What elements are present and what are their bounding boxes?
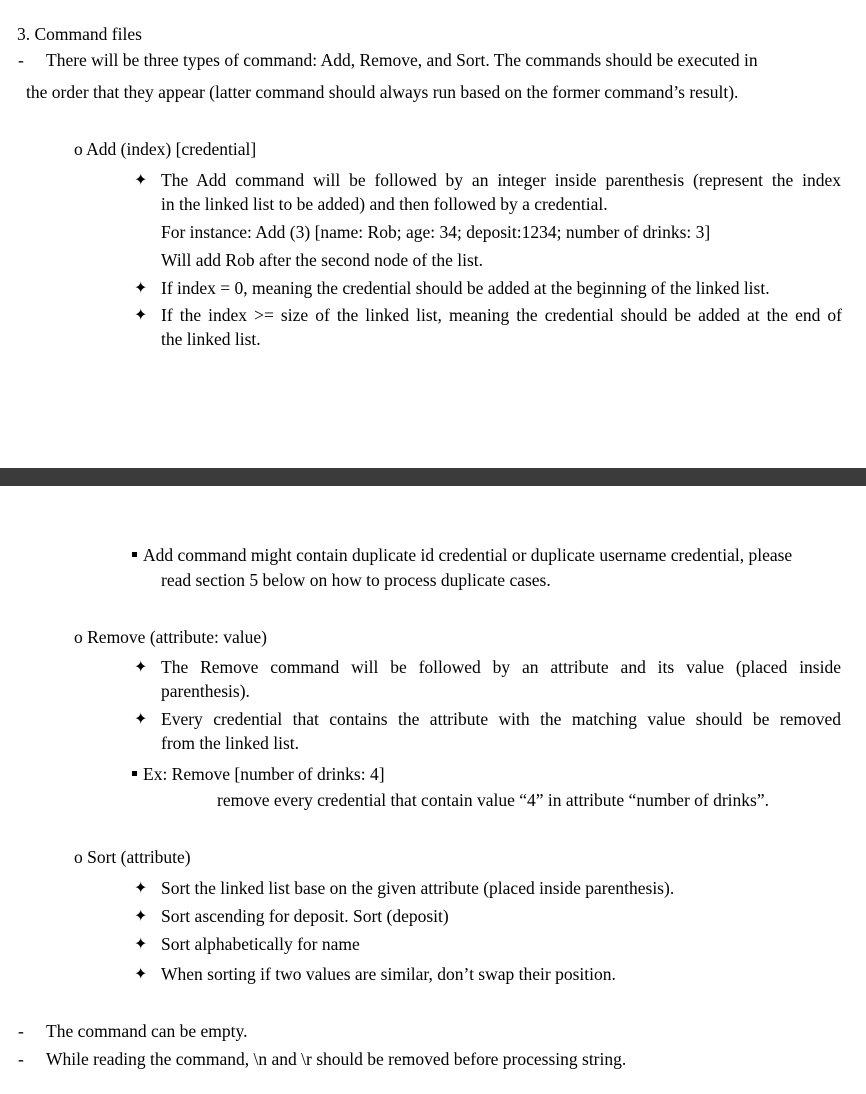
page-break-bar: [0, 468, 866, 486]
square-bullet-icon: [132, 552, 137, 557]
star-bullet-icon: ✦: [134, 934, 148, 953]
remove-heading: o Remove (attribute: value): [74, 627, 267, 647]
section-heading: 3. Command files: [17, 24, 142, 44]
square-bullet-icon: [132, 771, 137, 776]
sort-bullet-3: Sort alphabetically for name: [161, 934, 360, 954]
sort-bullet-2: Sort ascending for deposit. Sort (deposit): [161, 906, 449, 926]
star-bullet-icon: ✦: [134, 964, 148, 983]
intro-line-1: There will be three types of command: Add, Remove, and Sort. The commands should be executed in: [46, 50, 758, 70]
star-bullet-icon: ✦: [134, 709, 148, 728]
sort-bullet-1: Sort the linked list base on the given attribute (placed inside parenthesis).: [161, 878, 675, 898]
footer-line-2: While reading the command, \n and \r should be removed before processing string.: [46, 1049, 627, 1069]
remove-bullet-2-line-2: from the linked list.: [161, 733, 300, 753]
add-bullet-4-line-2: read section 5 below on how to process duplicate cases.: [161, 570, 551, 590]
add-heading: o Add (index) [credential]: [74, 139, 257, 159]
star-bullet-icon: ✦: [134, 170, 148, 189]
sort-heading: o Sort (attribute): [74, 847, 191, 867]
star-bullet-icon: ✦: [134, 278, 148, 297]
dash-bullet: -: [18, 1021, 24, 1041]
add-bullet-3-line-2: the linked list.: [161, 329, 261, 349]
remove-bullet-2-line-1: Every credential that contains the attribute with the matching value should be removed: [161, 709, 841, 729]
dash-bullet: -: [18, 1049, 24, 1069]
add-bullet-1-line-1: The Add command will be followed by an integer inside parenthesis (represent the index: [161, 170, 841, 190]
footer-line-1: The command can be empty.: [46, 1021, 248, 1041]
intro-line-2: the order that they appear (latter command should always run based on the former command’s result).: [26, 82, 739, 102]
remove-example-desc: remove every credential that contain value “4” in attribute “number of drinks”.: [217, 790, 769, 810]
add-bullet-2: If index = 0, meaning the credential should be added at the beginning of the linked list.: [161, 278, 770, 298]
remove-example: Ex: Remove [number of drinks: 4]: [143, 764, 385, 784]
star-bullet-icon: ✦: [134, 878, 148, 897]
add-example-line: For instance: Add (3) [name: Rob; age: 34; deposit:1234; number of drinks: 3]: [161, 222, 711, 242]
add-bullet-3-line-1: If the index >= size of the linked list, meaning the credential should be added at the end of: [161, 305, 842, 325]
dash-bullet: -: [18, 50, 24, 70]
add-bullet-4-line-1: Add command might contain duplicate id credential or duplicate username credential, please: [143, 545, 793, 565]
add-bullet-1-line-2: in the linked list to be added) and then followed by a credential.: [161, 194, 608, 214]
star-bullet-icon: ✦: [134, 906, 148, 925]
remove-bullet-1-line-2: parenthesis).: [161, 681, 250, 701]
add-example-desc: Will add Rob after the second node of the list.: [161, 250, 483, 270]
sort-bullet-4: When sorting if two values are similar, don’t swap their position.: [161, 964, 616, 984]
remove-bullet-1-line-1: The Remove command will be followed by an attribute and its value (placed inside: [161, 657, 841, 677]
star-bullet-icon: ✦: [134, 657, 148, 676]
star-bullet-icon: ✦: [134, 305, 148, 324]
